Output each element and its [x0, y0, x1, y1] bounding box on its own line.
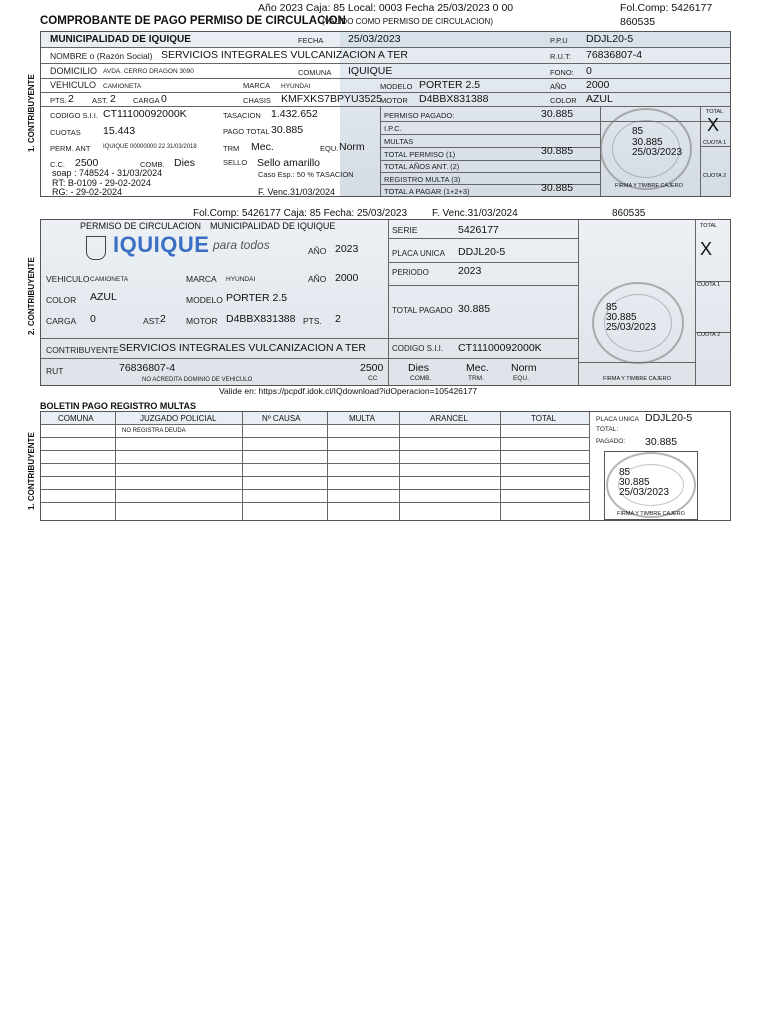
sec2-cuota1-label: CUOTA 1	[697, 282, 721, 288]
sec2-header-line-2: F. Venc.31/03/2024	[432, 208, 518, 219]
no-registra-deuda: NO REGISTRA DEUDA	[122, 428, 186, 434]
total-col-label: TOTAL	[706, 109, 724, 115]
total-x-mark: X	[707, 115, 720, 135]
equ-value: Norm	[339, 141, 365, 153]
modelo-label: MODELO	[380, 82, 413, 91]
sec3-placa-label: PLACA UNICA	[596, 416, 639, 423]
ppu-label: P.P.U	[550, 36, 568, 45]
serie-value: 5426177	[458, 224, 499, 236]
placa-value: DDJL20-5	[458, 246, 506, 258]
sec2-modelo-value: PORTER 2.5	[226, 292, 288, 304]
total-anios-label: TOTAL AÑOS ANT. (2)	[384, 162, 460, 171]
rut-value: 76836807-4	[586, 49, 643, 61]
validation-url: Valide en: https://pcpdf.idok.cl/IQdownload?idOperacion=105426177	[219, 386, 478, 396]
sec2-modelo-label: MODELO	[186, 295, 223, 305]
sec2-rut-label: RUT	[46, 366, 64, 376]
sec3-firma-label: FIRMA Y TIMBRE CAJERO	[617, 511, 685, 517]
col-total: TOTAL	[531, 414, 557, 423]
sec2-carga-label: CARGA	[46, 316, 77, 326]
multas-title: BOLETIN PAGO REGISTRO MULTAS	[40, 401, 196, 411]
sec2-cc-value: 2500	[360, 362, 384, 374]
fono-label: FONO:	[550, 68, 574, 77]
fecha-value: 25/03/2023	[348, 33, 401, 45]
sec2-trm-label: TRM.	[468, 375, 484, 382]
contribuyente-label: CONTRIBUYENTE	[46, 345, 119, 355]
total-pagar-value: 30.885	[541, 182, 574, 194]
carga-label: CARGA	[133, 96, 160, 105]
sec3-pagado-value: 30.885	[645, 436, 678, 448]
sec2-anio-veh-label: AÑO	[308, 274, 327, 284]
sec2-stamp-monto: 30.885	[606, 312, 637, 323]
muni-name: MUNICIPALIDAD DE IQUIQUE	[50, 34, 191, 45]
vehiculo-label: VEHICULO	[50, 80, 97, 90]
ipc-label: I.P.C.	[384, 124, 402, 133]
marca-value: HYUNDAI	[281, 83, 311, 90]
pts-label: PTS.	[50, 96, 67, 105]
sec3-placa-value: DDJL20-5	[645, 412, 693, 424]
motor-label: MOTOR	[380, 96, 408, 105]
tasacion-value: 1.432.652	[271, 108, 318, 120]
sec2-motor-label: MOTOR	[186, 316, 218, 326]
carga-value: 0	[161, 93, 167, 105]
sec2-color-label: COLOR	[46, 295, 77, 305]
rg-line: RG: - 29-02-2024	[52, 187, 123, 197]
sec2-anio-label: AÑO	[308, 246, 327, 256]
periodo-label: PERIODO	[392, 268, 429, 277]
sec2-ast-value: 2	[160, 313, 166, 325]
sec3-pagado-label: PAGADO:	[596, 438, 626, 445]
equ-label: EQU.	[320, 144, 339, 153]
sec2-stamp-caja: 85	[606, 302, 618, 313]
comuna-label: COMUNA	[298, 68, 332, 77]
col-comuna: COMUNA	[58, 414, 94, 423]
sec2-equ-label: EQU.	[513, 375, 529, 382]
ast-value: 2	[110, 93, 116, 105]
cuotas-value: 15.443	[103, 125, 136, 137]
sec2-marca-label: MARCA	[186, 274, 217, 284]
cc-label: C.C.	[50, 160, 65, 169]
sec3-stamp-fecha: 25/03/2023	[619, 487, 670, 498]
sec2-vehiculo-label: VEHICULO	[46, 274, 90, 284]
permiso-pagado-label: PERMISO PAGADO:	[384, 111, 455, 120]
col-juzgado: JUZGADO POLICIAL	[140, 414, 217, 423]
sec2-vehiculo-value: CAMIONETA	[90, 276, 129, 283]
pagototal-value: 30.885	[271, 124, 304, 136]
no-acredita-dominio: NO ACREDITA DOMINIO DE VEHICULO	[142, 377, 253, 383]
iquique-logo-slogan: para todos	[213, 238, 270, 252]
header-year-line: Año 2023 Caja: 85 Local: 0003 Fecha 25/03/2023 0 00	[258, 2, 514, 14]
fecha-label: FECHA	[298, 36, 324, 45]
fono-value: 0	[586, 65, 592, 77]
sec3-stamp-caja: 85	[619, 467, 631, 478]
sec2-motor-value: D4BBX831388	[226, 313, 296, 325]
cuotas-label: CUOTAS	[50, 128, 81, 137]
sec2-firma-label: FIRMA Y TIMBRE CAJERO	[603, 376, 671, 382]
sec2-muni: MUNICIPALIDAD DE IQUIQUE	[210, 221, 336, 231]
trm-label: TRM	[223, 144, 240, 153]
iquique-logo-text: IQUIQUE	[113, 232, 210, 257]
firma-label: FIRMA Y TIMBRE CAJERO	[615, 183, 683, 189]
sec2-anio-veh-value: 2000	[335, 272, 359, 284]
registro-multa-label: REGISTRO MULTA (3)	[384, 175, 461, 184]
rt-line: RT: B-0109 - 29-02-2024	[52, 178, 151, 188]
motor-value: D4BBX831388	[419, 93, 489, 105]
sec2-comb-label: COMB.	[410, 375, 432, 382]
multas-label: MULTAS	[384, 137, 414, 146]
cc-value: 2500	[75, 157, 99, 169]
cuota1-label: CUOTA 1	[703, 140, 727, 146]
nombre-value: SERVICIOS INTEGRALES VULCANIZACION A TER	[161, 49, 409, 61]
header-folcomp: Fol.Comp: 5426177	[620, 2, 713, 14]
domicilio-label: DOMICILIO	[50, 66, 98, 76]
stamp-monto: 30.885	[632, 137, 663, 148]
sec2-stamp-fecha: 25/03/2023	[606, 322, 657, 333]
total-permiso-label: TOTAL PERMISO (1)	[384, 150, 456, 159]
chasis-label: CHASIS	[243, 96, 271, 105]
sec2-pts-label: PTS.	[303, 316, 322, 326]
color-label: COLOR	[550, 96, 577, 105]
anio-label: AÑO	[550, 82, 567, 91]
serie-label: SERIE	[392, 225, 418, 235]
placa-label: PLACA UNICA	[392, 249, 445, 258]
caso-especial: Caso Esp.: 50 % TASACION	[258, 170, 354, 179]
document-title: COMPROBANTE DE PAGO PERMISO DE CIRCULACION	[40, 15, 346, 27]
tasacion-label: TASACION	[223, 111, 261, 120]
sec2-header-line-1: Fol.Comp: 5426177 Caja: 85 Fecha: 25/03/2023	[193, 208, 408, 219]
section-2-side-label: 2. CONTRIBUYENTE	[27, 257, 36, 335]
sello-label: SELLO	[223, 158, 248, 167]
sec2-title: PERMISO DE CIRCULACION	[80, 221, 202, 231]
sec2-color-value: AZUL	[90, 291, 117, 303]
nombre-label: NOMBRE o (Razón Social)	[50, 51, 153, 61]
stamp-fecha: 25/03/2023	[632, 147, 683, 158]
sec2-comb-value: Dies	[408, 362, 430, 374]
pts-value: 2	[68, 93, 74, 105]
sec2-carga-value: 0	[90, 313, 96, 325]
header-folnum: 860535	[620, 16, 656, 28]
sec2-marca-value: HYUNDAI	[226, 276, 256, 283]
col-causa: Nº CAUSA	[262, 414, 301, 423]
contribuyente-value: SERVICIOS INTEGRALES VULCANIZACION A TER	[119, 342, 367, 354]
vehiculo-value: CAMIONETA	[103, 83, 142, 90]
codigo-label: CODIGO S.I.I.	[50, 111, 98, 120]
permiso-pagado-value: 30.885	[541, 108, 574, 120]
section-3-side-label: 1. CONTRIBUYENTE	[27, 432, 36, 510]
color-value: AZUL	[586, 93, 613, 105]
sec2-total-x-mark: X	[700, 239, 713, 259]
anio-value: 2000	[586, 79, 610, 91]
multas-header-band	[41, 412, 589, 424]
rut-label: R.U.T:	[550, 52, 571, 61]
stamp-caja: 85	[632, 126, 644, 137]
col-arancel: ARANCEL	[430, 414, 468, 423]
section-1-side-label: 1. CONTRIBUYENTE	[27, 74, 36, 152]
sec2-equ-value: Norm	[511, 362, 537, 374]
sec3-stamp-monto: 30.885	[619, 477, 650, 488]
sec2-ast-label: AST.	[143, 316, 161, 326]
sec2-pts-value: 2	[335, 313, 341, 325]
chasis-value: KMFXKS7BPYU3525	[281, 93, 382, 105]
sec2-codigo-label: CODIGO S.I.I.	[392, 344, 444, 353]
sec2-cuota2-label: CUOTA 2	[697, 332, 721, 338]
total-pagar-label: TOTAL A PAGAR (1+2+3)	[384, 187, 470, 196]
comb-value: Dies	[174, 157, 196, 169]
total-permiso-value: 30.885	[541, 145, 574, 157]
comuna-value: IQUIQUE	[348, 65, 393, 77]
pagototal-label: PAGO TOTAL	[223, 127, 270, 136]
permant-value: IQUIQUE 00000000 22 31/03/2018	[103, 144, 197, 150]
sec3-total-label: TOTAL:	[596, 426, 619, 433]
trm-value: Mec.	[251, 141, 274, 153]
codigo-value: CT11100092000K	[103, 108, 187, 120]
soap-line: soap : 748524 - 31/03/2024	[52, 168, 163, 178]
periodo-value: 2023	[458, 265, 482, 277]
ppu-value: DDJL20-5	[586, 33, 634, 45]
col-multa: MULTA	[349, 414, 375, 423]
cuota2-label: CUOTA 2	[703, 173, 727, 179]
ast-label: AST.	[92, 96, 108, 105]
document-subtitle: (VALIDO COMO PERMISO DE CIRCULACION)	[322, 17, 493, 26]
sec2-header-num: 860535	[612, 208, 646, 219]
comb-label: COMB.	[140, 160, 165, 169]
permant-label: PERM. ANT	[50, 144, 91, 153]
marca-label: MARCA	[243, 81, 271, 90]
total-pagado-label: TOTAL PAGADO	[392, 306, 453, 315]
sec2-total-col-label: TOTAL	[700, 223, 718, 229]
modelo-value: PORTER 2.5	[419, 79, 481, 91]
sec2-anio-value: 2023	[335, 243, 359, 255]
sello-value: Sello amarillo	[257, 157, 321, 169]
sec2-codigo-value: CT11100092000K	[458, 342, 542, 354]
total-pagado-value: 30.885	[458, 303, 491, 315]
municipal-shield-icon	[86, 236, 106, 260]
domicilio-value: AVDA. CERRO DRAGON 3090	[103, 68, 194, 75]
sec2-trm-value: Mec.	[466, 362, 489, 374]
sec2-rut-value: 76836807-4	[119, 362, 176, 374]
fvenc-line: F. Venc.31/03/2024	[258, 187, 336, 197]
sec2-cc-label: CC	[368, 375, 378, 382]
